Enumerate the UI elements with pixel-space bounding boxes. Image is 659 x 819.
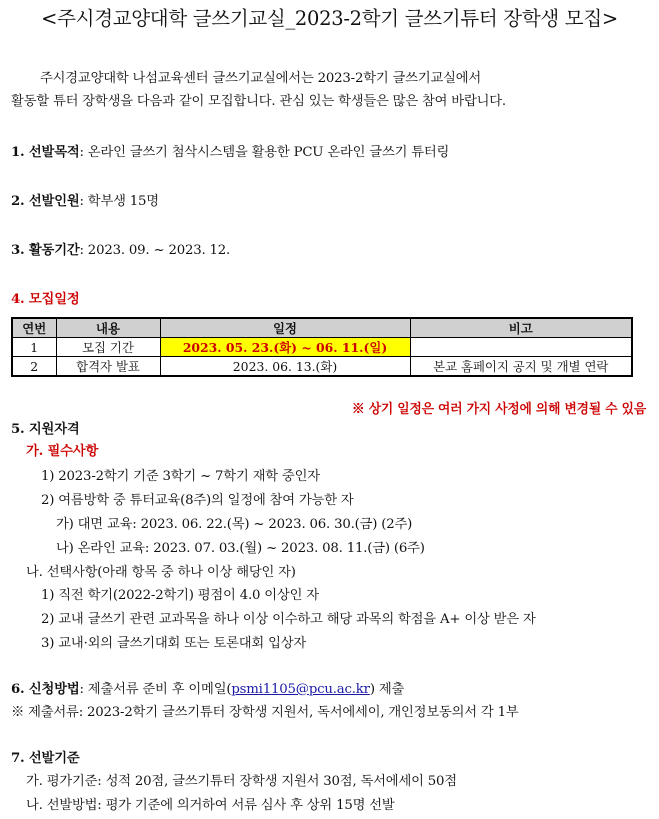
required-item-2a: 가) 대면 교육: 2023. 06. 22.(목) ~ 2023. 06. 30.(금) (2주) — [56, 517, 413, 532]
row-schedule: 2023. 06. 13.(화) — [160, 357, 410, 377]
section-purpose-text: : 온라인 글쓰기 첨삭시스템을 활용한 PCU 온라인 글쓰기 튜터링 — [79, 145, 450, 160]
section-recruit-count-text: : 학부생 15명 — [79, 194, 159, 209]
row-schedule: 2023. 05. 23.(화) ~ 06. 11.(일) — [160, 338, 410, 357]
page-title: <주시경교양대학 글쓰기교실_2023-2학기 글쓰기튜터 장학생 모집> — [41, 7, 618, 30]
optional-item-1: 1) 직전 학기(2022-2학기) 평점이 4.0 이상인 자 — [41, 588, 319, 603]
optional-item-3: 3) 교내·외의 글쓰기대회 또는 토론대회 입상자 — [41, 636, 307, 651]
header-no: 연번 — [12, 318, 56, 338]
required-item-1: 1) 2023-2학기 기준 3학기 ~ 7학기 재학 중인자 — [41, 469, 320, 484]
table-row — [12, 357, 632, 377]
section-eligibility-heading: 5. 지원자격 — [11, 422, 80, 437]
required-item-2b: 나) 온라인 교육: 2023. 07. 03.(월) ~ 2023. 08. 11.(금) (6주) — [56, 541, 425, 556]
schedule-header-row — [12, 318, 632, 338]
section-application — [11, 681, 404, 699]
required-item-2: 2) 여름방학 중 튜터교육(8주)의 일정에 참여 가능한 자 — [41, 493, 354, 508]
header-remarks: 비고 — [410, 318, 632, 338]
section-activity-period-text: : 2023. 09. ~ 2023. 12. — [79, 243, 231, 258]
optional-item-2: 2) 교내 글쓰기 관련 교과목을 하나 이상 이수하고 해당 과목의 학점을 A+ 이상 받은 자 — [41, 612, 536, 627]
row-content: 합격자 발표 — [56, 357, 160, 377]
submission-documents: ※ 제출서류: 2023-2학기 글쓰기튜터 장학생 지원서, 독서에세이, 개인정보동의서 각 1부 — [11, 705, 519, 720]
section-application-text-pre: : 제출서류 준비 후 이메일( — [79, 682, 232, 697]
section-recruit-count-heading: 2. 선발인원 — [11, 194, 80, 209]
selection-method: 나. 선발방법: 평가 기준에 의거하여 서류 심사 후 상위 15명 선발 — [26, 798, 395, 813]
selection-criteria: 가. 평가기준: 성적 20점, 글쓰기튜터 장학생 지원서 30점, 독서에세이 50점 — [26, 774, 457, 789]
section-purpose-heading: 1. 선발목적 — [11, 145, 80, 160]
section-application-text-post: ) 제출 — [369, 682, 405, 697]
section-purpose — [11, 144, 449, 162]
section-schedule-heading: 4. 모집일정 — [11, 292, 80, 307]
section-activity-period-heading: 3. 활동기간 — [11, 243, 80, 258]
intro-line-2: 활동할 튜터 장학생을 다음과 같이 모집합니다. 관심 있는 학생들은 많은 참여 바랍니다. — [11, 94, 506, 109]
section-selection-heading: 7. 선발기준 — [11, 751, 80, 766]
row-no: 1 — [12, 338, 56, 357]
optional-items-heading: 나. 선택사항(아래 항목 중 하나 이상 해당인 자) — [26, 565, 296, 580]
row-remarks: 본교 홈페이지 공지 및 개별 연락 — [410, 357, 632, 377]
section-activity-period — [11, 242, 230, 260]
intro-line-1: 주시경교양대학 나섬교육센터 글쓰기교실에서는 2023-2학기 글쓰기교실에서 — [40, 71, 482, 86]
section-application-heading: 6. 신청방법 — [11, 682, 80, 697]
header-content: 내용 — [56, 318, 160, 338]
email-link[interactable]: psmi1105@pcu.ac.kr — [231, 682, 370, 697]
section-recruit-count — [11, 193, 159, 211]
row-remarks — [410, 338, 632, 357]
header-schedule: 일정 — [160, 318, 410, 338]
row-content: 모집 기간 — [56, 338, 160, 357]
table-row — [12, 338, 632, 357]
row-no: 2 — [12, 357, 56, 377]
schedule-change-note: ※ 상기 일정은 여러 가지 사정에 의해 변경될 수 있음 — [351, 402, 646, 417]
schedule-table — [11, 317, 633, 377]
required-items-heading: 가. 필수사항 — [26, 444, 99, 459]
